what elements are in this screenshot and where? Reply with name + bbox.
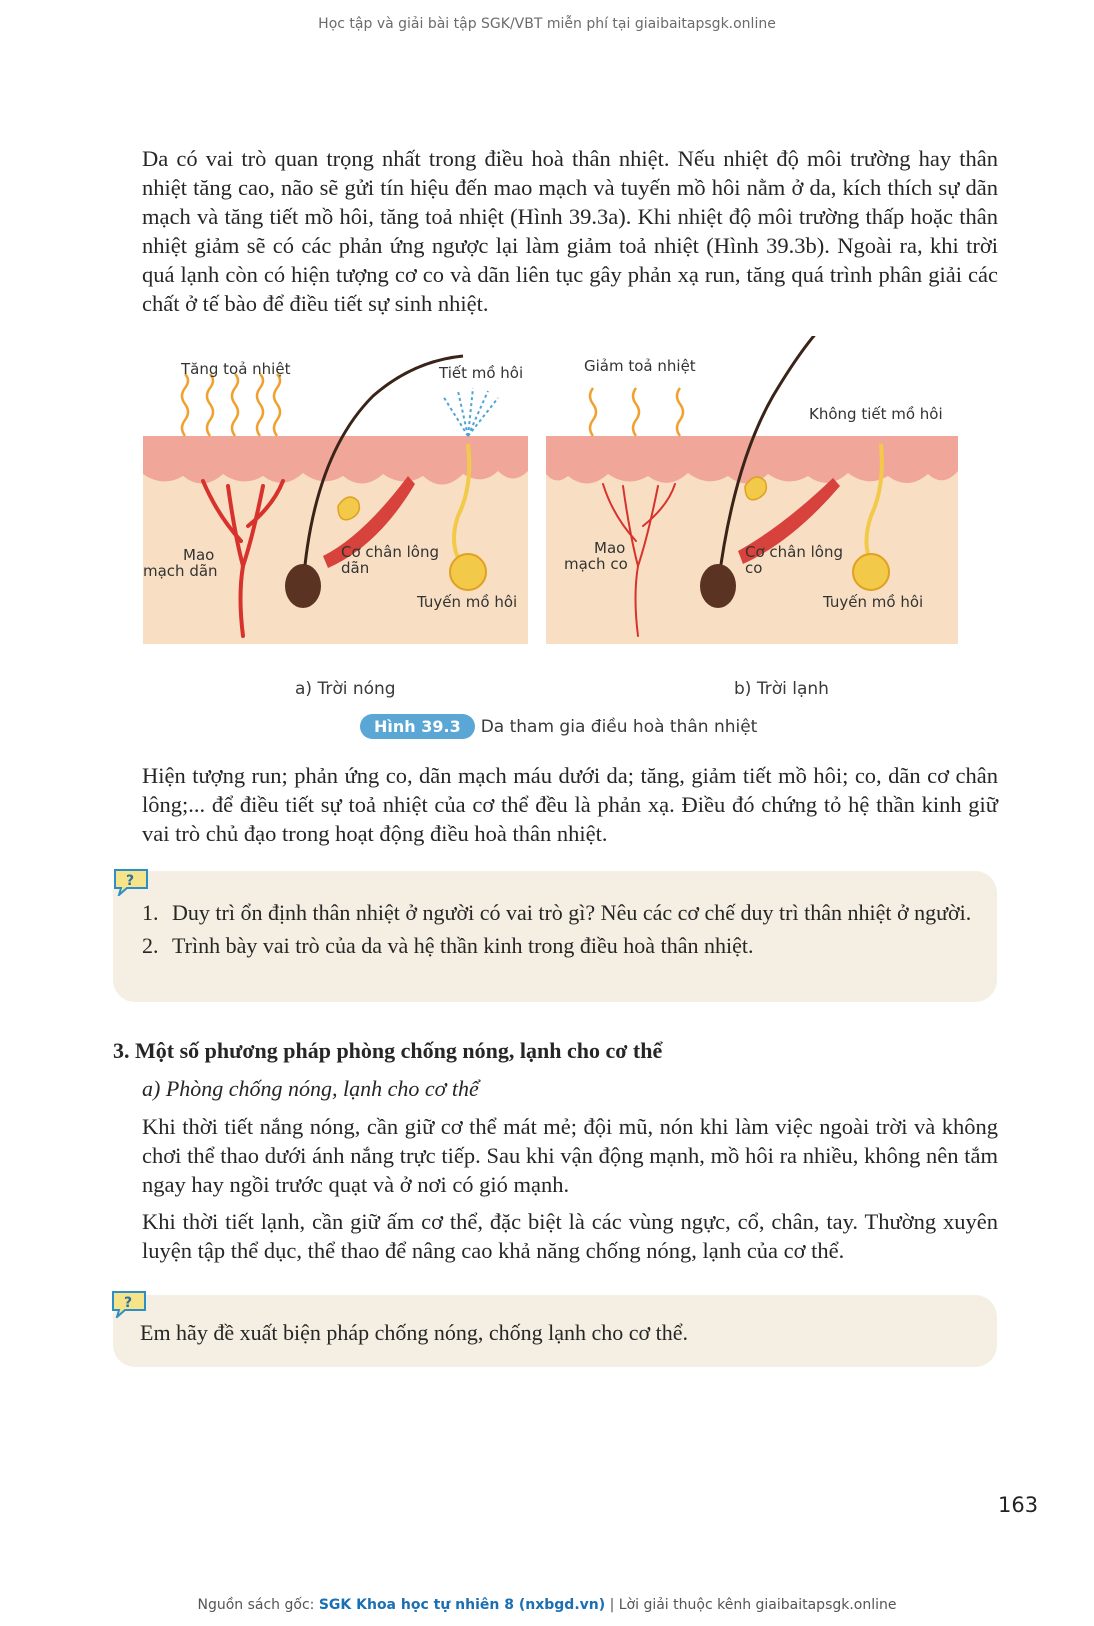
label-muscle-hot-2: dãn [341,559,370,577]
page-footer [0,1597,1094,1613]
label-sweat-cold: Không tiết mồ hôi [809,405,943,423]
sweat-spray-hot [443,388,498,436]
figure-caption-text: Da tham gia điều hoà thân nhiệt [480,716,758,737]
question-text: Duy trì ổn định thân nhiệt ở người có vai trò gì? Nêu các cơ chế duy trì thân nhiệt ở người. [172,900,972,925]
sweat-gland-cold [853,554,889,590]
question-2-text: Em hãy đề xuất biện pháp chống nóng, chống lạnh cho cơ thể. [140,1320,689,1345]
hair-follicle-hot [285,564,321,608]
paragraph-cold-weather: Khi thời tiết lạnh, cần giữ ấm cơ thể, đặc biệt là các vùng ngực, cổ, chân, tay. Thường xuyên luyện tập thể dục, thể thao để nâng cao khả năng chống nóng, lạnh của cơ thể. [142,1209,998,1263]
svg-text:?: ? [126,873,135,889]
question-speech-icon [111,1290,147,1318]
svg-text:?: ? [124,1295,133,1311]
paragraph-skin-role: Da có vai trò quan trọng nhất trong điều hoà thân nhiệt. Nếu nhiệt độ môi trường hay thân nhiệt tăng cao, não sẽ gửi tín hiệu đến mao mạch và tuyến mồ hôi nằm ở da, kích thích sự dãn mạch và tăng tiết mồ hôi, tăng toả nhiệt (Hình 39.3a). Khi nhiệt độ môi trường thấp hoặc thân nhiệt giảm sẽ có các phản ứng ngược lại làm giảm toả nhiệt (Hình 39.3b). Ngoài ra, khi trời quá lạnh còn có hiện tượng cơ co và dãn liên tục gây phản xạ run, tăng quá trình phân giải các chất ở tế bào để điều tiết sự sinh nhiệt. [142,146,998,316]
label-vessel-cold-1: Mao [594,539,626,557]
label-vessel-hot-1: Mao [183,546,215,564]
label-muscle-hot-1: Cơ chân lông [341,543,440,561]
heat-arrows-cold [590,388,683,436]
question-item [142,898,982,927]
label-muscle-cold-1: Cơ chân lông [745,543,844,561]
heat-arrows-hot [182,374,280,436]
page-header: Học tập và giải bài tập SGK/VBT miễn phí tại giaibaitapsgk.online [318,16,776,32]
question-number: 2. [142,933,159,958]
question-item [142,931,982,960]
hair-follicle-cold [700,564,736,608]
panel-cold [546,336,958,644]
figure-caption [360,714,757,739]
subsection-title: a) Phòng chống nóng, lạnh cho cơ thể [142,1076,479,1101]
footer-source-link[interactable]: SGK Khoa học tự nhiên 8 (nxbgd.vn) [318,1597,606,1613]
figure-skin-thermoregulation [143,336,1000,676]
question-text: Trình bày vai trò của da và hệ thần kinh trong điều hoà thân nhiệt. [172,933,754,958]
panel-hot [143,356,528,644]
question-speech-icon [113,868,149,896]
footer-prefix: Nguồn sách gốc: [197,1597,315,1613]
label-vessel-hot-2: mạch dãn [143,562,218,580]
question-number: 1. [142,900,159,925]
sweat-gland-hot [450,554,486,590]
label-muscle-cold-2: co [745,559,763,577]
figure-number-badge: Hình 39.3 [360,714,475,739]
paragraph-hot-weather: Khi thời tiết nắng nóng, cần giữ cơ thể mát mẻ; đội mũ, nón khi làm việc ngoài trời và không chơi thể thao dưới ánh nắng trực tiếp. Sau khi vận động mạnh, mồ hôi ra nhiều, không nên tắm ngay hay ngồi trước quạt và ở nơi có gió mạnh. [142,1114,998,1197]
label-sweat-hot: Tiết mồ hôi [439,364,524,382]
footer-suffix: | Lời giải thuộc kênh giaibaitapsgk.online [609,1597,897,1613]
section-title: 3. Một số phương pháp phòng chống nóng, lạnh cho cơ thể [113,1038,663,1063]
question-list-1 [142,898,982,964]
label-gland-cold: Tuyến mồ hôi [823,593,924,611]
figure-subcaption-cold: b) Trời lạnh [734,679,829,699]
figure-subcaption-hot: a) Trời nóng [295,679,396,699]
label-vessel-cold-2: mạch co [564,555,628,573]
paragraph-nervous-role: Hiện tượng run; phản ứng co, dãn mạch máu dưới da; tăng, giảm tiết mồ hôi; co, dãn cơ chân lông;... để điều tiết sự toả nhiệt của cơ thể đều là phản xạ. Điều đó chứng tỏ hệ thần kinh giữ vai trò chủ đạo trong hoạt động điều hoà thân nhiệt. [142,763,998,846]
label-heat-cold: Giảm toả nhiệt [584,357,696,375]
label-gland-hot: Tuyến mồ hôi [417,593,518,611]
page-number: 163 [998,1493,1039,1517]
label-heat-hot: Tăng toả nhiệt [181,360,291,378]
